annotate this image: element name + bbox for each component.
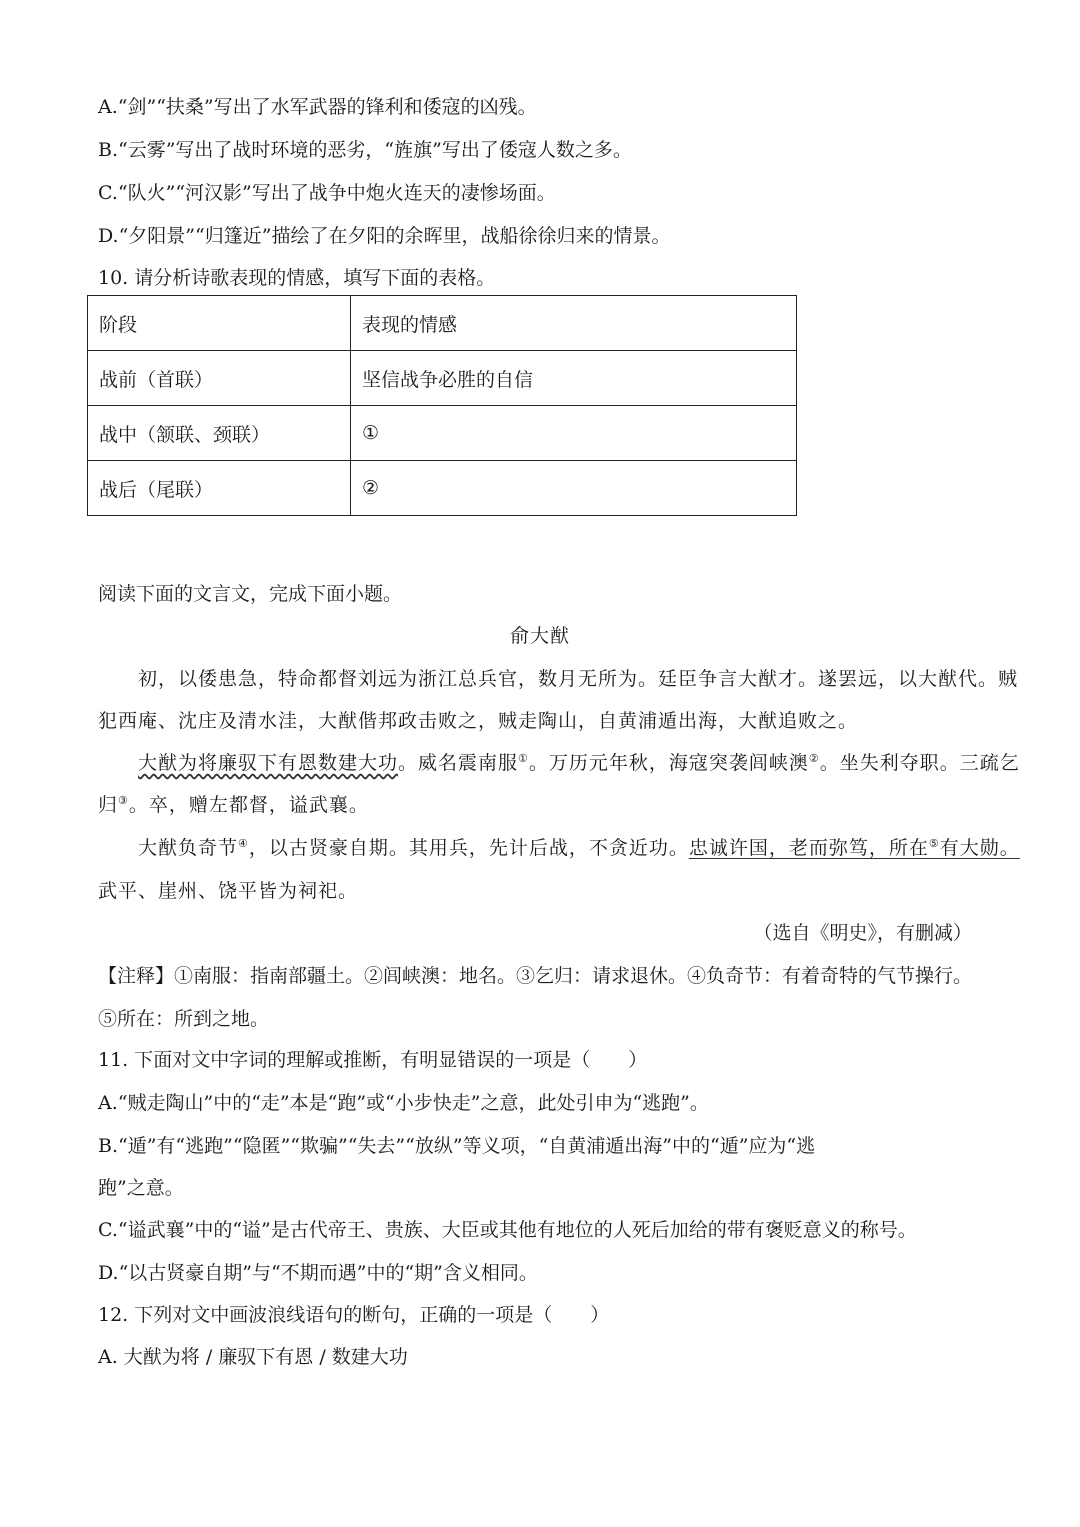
- passage-p1-line2: 犯西庵、沈庄及清水洼，大猷偕邦政击败之，贼走陶山，自黄浦遁出海，大猷追败之。: [98, 710, 859, 732]
- q12-option-a: A. 大猷为将 / 廉驭下有恩 / 数建大功: [98, 1346, 408, 1368]
- notes-line1: 【注释】①南服：指南部疆土。②闾峡澳：地名。③乞归：请求退休。④负奇节：有着奇特的气节操行。: [98, 965, 973, 987]
- underlined-sentence: 忠诚许国，老而弥笃，所在⑤有大勋。: [688, 837, 1020, 859]
- table-header-row: [88, 296, 797, 351]
- table-cell: 坚信战争必胜的自信: [351, 351, 797, 406]
- passage-text: 。万历元年秋，海寇突袭闾峡澳: [528, 752, 809, 774]
- q9-option-d: D.“夕阳景”“归篷近”描绘了在夕阳的余晖里，战船徐徐归来的情景。: [98, 225, 671, 247]
- table-cell: 战中（颔联、颈联）: [88, 406, 351, 461]
- table-cell: 战后（尾联）: [88, 461, 351, 516]
- q11-option-b-cont: 跑”之意。: [98, 1177, 184, 1199]
- passage-title: 俞大猷: [509, 625, 570, 647]
- q9-option-c: C.“队火”“河汉影”写出了战争中炮火连天的凄惨场面。: [98, 182, 556, 204]
- footnote-marker: ②: [808, 752, 820, 765]
- table-row: [88, 406, 797, 461]
- footnote-marker: ③: [118, 794, 129, 807]
- table-header-stage: 阶段: [88, 296, 351, 351]
- q11-option-c: C.“谥武襄”中的“谥”是古代帝王、贵族、大臣或其他有地位的人死后加给的带有褒贬意义的称号。: [98, 1219, 917, 1241]
- reading-intro: 阅读下面的文言文，完成下面小题。: [98, 583, 403, 605]
- q11-stem: 11. 下面对文中字词的理解或推断，有明显错误的一项是（ ）: [98, 1049, 648, 1071]
- q9-option-a: A.“剑”“扶桑”写出了水军武器的锋利和倭寇的凶残。: [98, 96, 537, 118]
- passage-text: ，以古贤豪自期。其用兵，先计后战，不贪近功。: [248, 837, 689, 859]
- notes-line2: ⑤所在：所到之地。: [98, 1008, 270, 1030]
- passage-p2-line1: [138, 748, 1020, 775]
- passage-text: 。坐失利夺职。三疏乞: [819, 752, 1020, 774]
- q11-option-a: A.“贼走陶山”中的“走”本是“跑”或“小步快走”之意，此处引申为“逃跑”。: [98, 1092, 709, 1114]
- passage-text: 大猷负奇节: [138, 837, 239, 859]
- q11-option-d: D.“以古贤豪自期”与“不期而遇”中的“期”含义相同。: [98, 1262, 538, 1284]
- q10-stem: 10. 请分析诗歌表现的情感，填写下面的表格。: [98, 267, 496, 289]
- passage-text: 。威名震南服: [398, 752, 519, 774]
- q9-option-b: B.“云雾”写出了战时环境的恶劣，“旌旗”写出了倭寇人数之多。: [98, 139, 632, 161]
- table-cell: ①: [351, 406, 797, 461]
- table-cell: ②: [351, 461, 797, 516]
- table-row: [88, 351, 797, 406]
- footnote-marker: ⑤: [928, 837, 940, 850]
- passage-p1-line1: 初，以倭患急，特命都督刘远为浙江总兵官，数月无所为。廷臣争言大猷才。遂罢远，以大猷代。贼: [138, 668, 1019, 690]
- passage-text: 归: [98, 794, 119, 816]
- table-row: [88, 461, 797, 516]
- passage-p3-line2: 武平、崖州、饶平皆为祠祀。: [98, 880, 359, 902]
- passage-source: （选自《明史》，有删减）: [753, 922, 972, 944]
- passage-p2-line2: [98, 790, 369, 817]
- q12-stem: 12. 下列对文中画波浪线语句的断句，正确的一项是（ ）: [98, 1304, 610, 1326]
- emotion-table: [87, 295, 797, 516]
- wavy-underlined-sentence: 大猷为将廉驭下有恩数建大功: [138, 752, 399, 774]
- footnote-marker: ①: [518, 752, 529, 765]
- table-header-emotion: 表现的情感: [351, 296, 797, 351]
- table-cell: 战前（首联）: [88, 351, 351, 406]
- passage-text: 。卒，赠左都督，谥武襄。: [128, 794, 369, 816]
- q11-option-b: B.“遁”有“逃跑”“隐匿”“欺骗”“失去”“放纵”等义项，“自黄浦遁出海”中的“遁”应为“逃: [98, 1135, 816, 1157]
- footnote-marker: ④: [238, 837, 249, 850]
- passage-p3-line1: [138, 833, 1020, 860]
